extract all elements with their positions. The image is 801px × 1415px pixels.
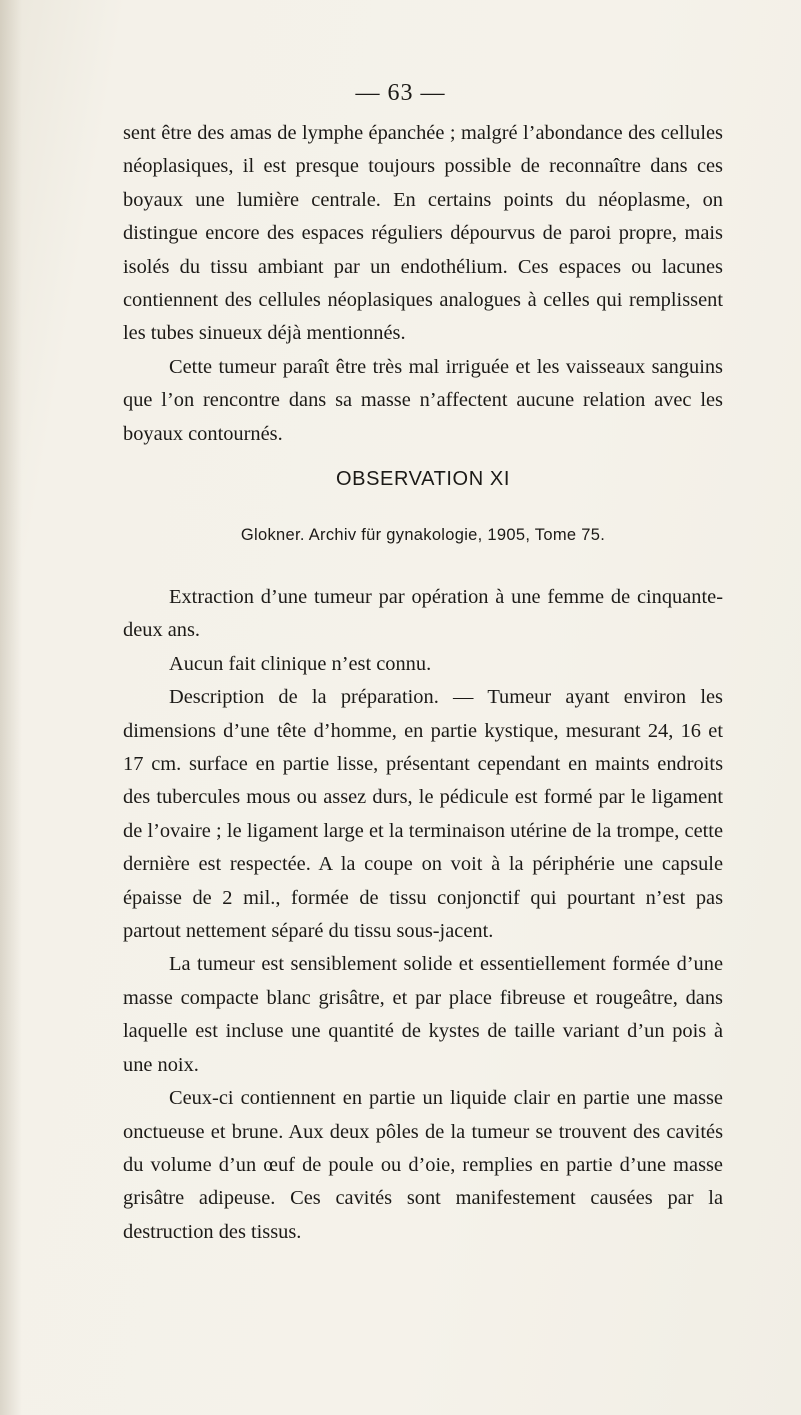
paragraph: Aucun fait clinique n’est connu. [169, 652, 432, 675]
page-edge-shadow [0, 0, 22, 1415]
paragraph: Cette tumeur paraît être très mal irriguée et les vaisseaux sanguins que l’on rencontre dans sa masse n’affectent aucune relation avec les boyaux contournés. [123, 355, 723, 445]
body-text-bottom [123, 581, 723, 1249]
observation-heading: OBSERVATION XI [336, 468, 510, 490]
observation-citation: Glokner. Archiv für gynakologie, 1905, Tome 75. [240, 526, 606, 544]
paragraph: Extraction d’une tumeur par opération à une femme de cinquante-deux ans. [123, 586, 723, 642]
paragraph: La tumeur est sensiblement solide et essentiellement formée d’une masse compacte blanc grisâtre, et par place fibreuse et rougeâtre, dans laquelle est incluse une quantité de kystes de taille variant d’un pois à une noix. [123, 953, 723, 1076]
body-text-top [123, 117, 723, 451]
paragraph: Description de la préparation. — Tumeur ayant environ les dimensions d’une tête d’homme, en partie kystique, mesurant 24, 16 et 17 cm. surface en partie lisse, présentant cependant en maints endroits des tubercules mous ou assez durs, le pédicule est formé par le ligament de l’ovaire ; le ligament large et la terminaison utérine de la trompe, cette dernière est respectée. A la coupe on voit à la périphérie une capsule épaisse de 2 mil., formée de tissu conjonctif qui pourtant n’est pas partout nettement séparé du tissu sous-jacent. [123, 686, 723, 943]
paragraph: Ceux-ci contiennent en partie un liquide clair en partie une masse onctueuse et brune. Aux deux pôles de la tumeur se trouvent des cavités du volume d’un œuf de poule ou d’oie, remplies en partie d’une masse grisâtre adipeuse. Ces cavités sont manifestement causées par la destruction des tissus. [123, 1087, 723, 1243]
page-number: — 63 — [355, 80, 446, 106]
paragraph: sent être des amas de lymphe épanchée ; malgré l’abondance des cellules néoplasiques, il est presque toujours possible de reconnaître dans ces boyaux une lumière centrale. En certains points du néoplasme, on distingue encore des espaces réguliers dépourvus de paroi propre, mais isolés du tissu ambiant par un endothélium. Ces espaces ou lacunes contiennent des cellules néoplasiques analogues à celles qui remplissent les tubes sinueux déjà mentionnés. [123, 122, 723, 345]
